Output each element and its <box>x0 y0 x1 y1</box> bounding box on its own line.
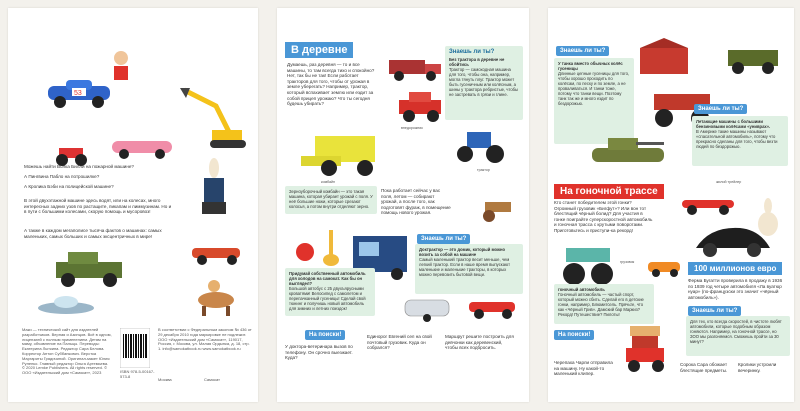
monster-box <box>554 284 654 324</box>
black-race-car-illustration <box>690 220 774 260</box>
apple-illustration <box>295 240 315 262</box>
big-text: Ферма Бугатти проверила в продажу в 1936 по 1939 год четыре автомобиля «Ла вуатюр нуар» (по-французски это значит «чёрный автомобиль»). <box>688 278 783 300</box>
monster-truck-illustration <box>558 242 618 286</box>
orange-car-illustration <box>644 256 684 278</box>
bottom-box <box>285 268 375 316</box>
know-box-4-title: Знаешь ли ты? <box>694 104 747 114</box>
combine-text: Зерноуборочный комбайн — это такая машина, которая убирает урожай с поля. У неё большие ножи, которые срезают колосья, а потом внутри отделяют зерно. <box>289 189 373 209</box>
search-title: На поиски! <box>305 330 345 340</box>
know-box-3-title: Знаешь ли ты? <box>556 46 609 56</box>
know-box-5-text: Для тех, кто всегда скоростей, в чистоте любят автомобили, которые подобным образом гоняются. Например, на гоночной трассе, но ЗОО мы разгоняемся. Сможешь пройти за 30 минут? <box>690 319 782 344</box>
know-box-2-title: Знаешь ли ты? <box>417 234 470 244</box>
middle-paragraph: Пока работает сейчас у вас поля, летом — собирают урожай, а после того, как подготовят фураж, в помещение помощь нового урожая. <box>381 188 451 216</box>
search-item-4: Черепаха Чарли отправила на машину. Ну какой-то маленький клипер. <box>554 360 613 377</box>
truck-label: грузовик <box>620 260 635 264</box>
intro-paragraph-3: А также в каждом мегаполисе тысяча фактов о машинах: самых маленьких, самых больших и самых эксцентричных в мире! <box>24 228 162 239</box>
racing-car-illustration <box>42 78 116 108</box>
imprint-text: Маки — технический сайт для издателей разработчиков. Верная и Азинцов. Всё в одном, лицензией с полным применением. Детям на маму, объявление на Пальцы. Переводы: Екатерина Лыткина. Редактор Сара Белова. Корректор Антон Суббанкович. Верстка Маргариты Грядичиной. Оригинал-макет Юлия Руленко. Главный редактор Ольга Артемьева. © 2020 Lemke Publishers. All rights reserved. © ООО «Издательский дом «Самокат», 2023 <box>22 327 112 376</box>
horse-rider-illustration <box>192 274 242 318</box>
race-car-small-illustration <box>188 238 244 268</box>
army-jeep-illustration <box>52 248 126 288</box>
search-item-2: Единорог Евгений сел на свой почтовый грузовик. Куда он собрался? <box>367 334 432 351</box>
know-box-4-text: В Америке такие машины называют «спасательной автомобиль», потому что прекрасно сделаны для того, чтобы везти людей по бездорожью. <box>696 129 778 149</box>
bottom-box-title: Придумай собственный автомобиль для холодов на самокат. Как бы он выглядел? <box>289 271 366 286</box>
tractor-label: трактор <box>477 168 490 172</box>
tractor-illustration <box>453 124 509 164</box>
race-track-page <box>548 8 794 402</box>
monster-text: Гоночный автомобиль — частый спорт, который можно сбить. Сделай его в детские гонки, например, Блюмитсель. Прячьте, что как «Чёрный Грив». Дамский бар Маркиз? Рекорд! Путешествие? Пилоты! <box>558 292 644 317</box>
race-car-illustration <box>678 190 738 216</box>
ufo-car-illustration <box>36 294 96 316</box>
barcode <box>120 328 150 368</box>
know-box-4-heading: Летающие машины с большими бензиновыми колёсами «униврах». <box>696 119 771 129</box>
search-item-1: У доктора-ветеринара вызов по телефону. Он срочно выезжает. Куда? <box>285 344 353 361</box>
know-box-3-text: Длинные цепные гусеницы для того, чтобы хорошо проходить по колёсам, по песку и по земле, а не проваливаться. И танки тоже, потому что танки вещи. Поэтому танк так же и много ездит по бездорожью. <box>558 71 630 106</box>
search-item-5: Сорока Сара обожает блестящие предметы. <box>680 362 728 373</box>
know-box-5 <box>686 316 790 356</box>
know-box-title: Знаешь ли ты? <box>449 49 495 55</box>
back-cover-page <box>8 8 258 402</box>
search-item-6: Кролики устроили вечеринку. <box>738 362 777 373</box>
isbn-label: ISBN 978-5-00167-573-8 <box>120 369 155 379</box>
search-item-3: Маршрут решите построить для девчонки как деревенский, чтобы всех подбросить. <box>445 334 514 351</box>
race-intro: Кто станет победителем этой гонки? Огромный грузовик «Бигфут»? Или вон тот блестящий чёрный болид? Для участия в гонке поиграйте суперскоростной автомобиль и гоночная трасса с крутыми поворотами. Приготовьтесь и приступи-ка рекорд! <box>554 200 653 233</box>
caravan-illustration <box>401 296 457 322</box>
know-box-5-title: Знаешь ли ты? <box>688 306 741 316</box>
red-car-illustration <box>465 294 521 320</box>
race-label: гоночный автомобиль <box>558 287 605 292</box>
horse-cart-illustration <box>467 188 523 228</box>
farm-truck-illustration <box>385 52 445 82</box>
red-barn-illustration <box>634 38 694 78</box>
tank-illustration <box>588 130 668 168</box>
intro-line-1: Можешь найти Волка Билли на пожарной машине? <box>24 164 134 169</box>
giraffe-illustration <box>321 224 341 268</box>
know-box-3-heading: У танка вместо обычных колёс гусеницы <box>558 61 623 71</box>
combine-harvester-illustration <box>295 126 387 178</box>
police-rabbit-illustration <box>194 158 234 218</box>
big-title: 100 миллионов евро <box>688 262 782 275</box>
bottom-box-text: Большой автобус с 25 двухъярусными кроватями! Велосипед с самолетом и перепачканный гусеницы! Сделай свой тюнинг и получишь новый автомобиль для зимних и летних поездок! <box>289 286 366 311</box>
race-title: На гоночной трассе <box>554 184 664 199</box>
red-jeep-illustration <box>395 88 445 124</box>
luggage-truck-illustration <box>620 320 670 376</box>
logo-right: Самокат <box>204 377 220 382</box>
pink-car-illustration <box>108 133 178 159</box>
combine-box <box>285 186 377 214</box>
intro-line-2: А Пингвина Пабло на потрошилке? <box>24 174 100 179</box>
know-box-2-text: Самый маленький трактор весит меньше, чем легкий трактор. Если в наше время выпускают маленькие и маленькие тракторы, в которых можно перевозить бытовой вещи. <box>419 257 511 277</box>
know-box-1 <box>445 46 523 120</box>
caravan-label: жилой трейлер <box>716 180 742 184</box>
know-box-heading: Без трактора в деревне не обойтись <box>449 57 505 67</box>
know-box-2 <box>415 244 523 294</box>
search-title-2: На поиски! <box>554 330 594 340</box>
combine-label: комбайн <box>321 180 336 184</box>
intro-paragraph-2: В этой двухэтажной машине здесь водят, или на колесах, много интересных задних узов по растащите, пикапам и лиммузинам. Но и в пути с большими колесами, скорую помощь и мусоровоз! <box>24 198 172 215</box>
know-box-2-heading: Доктрактор — это домик, который можно возить за собой на машине <box>419 247 506 257</box>
armored-car-illustration <box>724 42 784 76</box>
excavator-illustration <box>176 86 256 152</box>
village-page <box>277 8 529 402</box>
publisher-info: В соответствии с Федеральным законом № 436 от 29 декабря 2010 года маркировке не подлежит. ООО «Издательский дом «Самокат», 119017, Россия, г. Москва, ул. Малая Ордынка, д. 18, стр. 1. info@samokatbook.ru www.samokatbook.ru <box>158 327 252 352</box>
intro-line-3: А Кролика Бэби на полицейской машине? <box>24 184 114 189</box>
know-box-text: Трактор — самоходная машина для того, чтобы она, например, могла тянуть плуг. Трактор может быть гусеничным или колёсным, а шины у трактора ребристые, чтобы не застревать в грязи и глине. <box>449 67 519 97</box>
logo-left: Москва <box>158 377 172 382</box>
crane-car-illustration <box>110 48 132 84</box>
know-box-4 <box>692 116 788 166</box>
jeep-label: внедорожник <box>401 126 423 130</box>
page-title: В деревне <box>285 42 353 58</box>
village-intro: Думаешь, раз деревня — то и все машины, то там всегда тихо и спокойно? Нет, так бы не так! Если работает тракторов для того, чтобы от урожая в земле уберегать? Например, трактор, который вспахивает землю или ездит за собой прицеп урожаю? Что ты сегодня будешь убирать? <box>287 62 375 107</box>
svg-text:53: 53 <box>74 90 82 97</box>
